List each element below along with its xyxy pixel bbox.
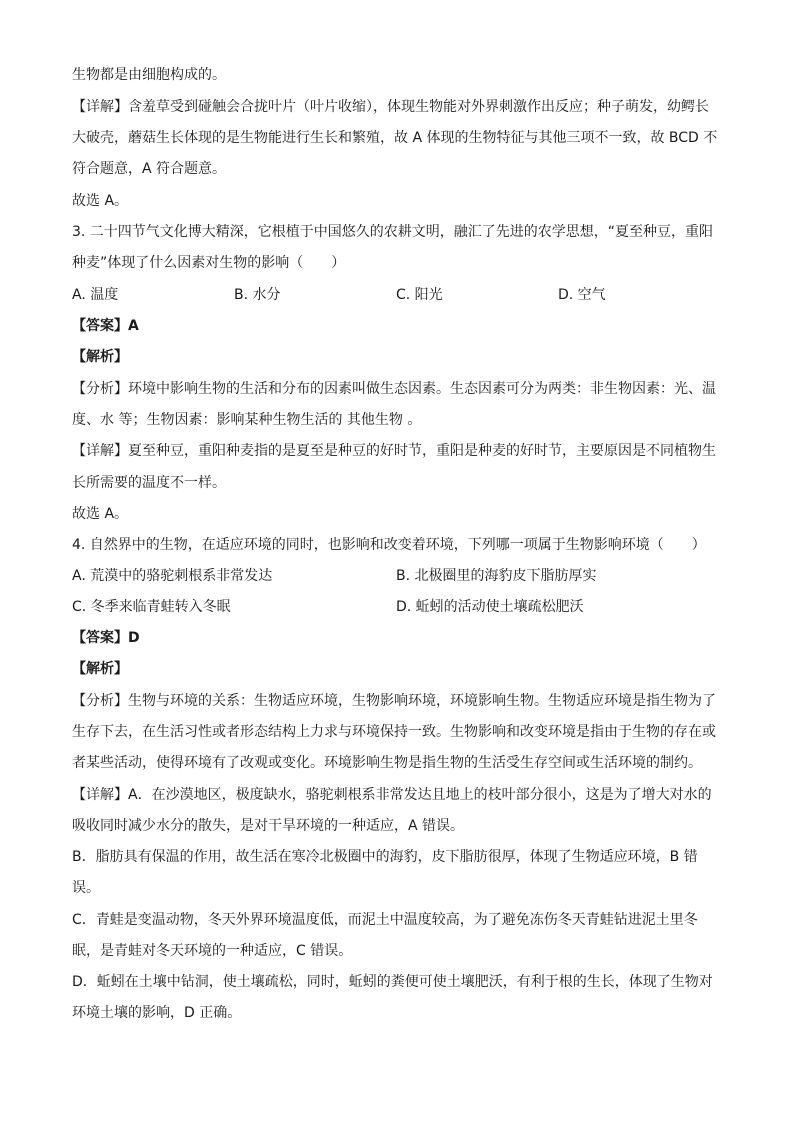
text-line: 环境土壤的影响，D 正确。: [72, 1005, 242, 1021]
text-line: 符合题意，A 符合题意。: [72, 161, 227, 177]
text-line: 生存下去，在生活习性或者形态结构上力求与环境保持一致。生物影响和改变环境是指由于生物的存在或: [72, 724, 716, 740]
text-line: 故选 A。: [72, 506, 129, 522]
text-line: 眠，是青蛙对冬天环境的一种适应，C 错误。: [72, 943, 353, 959]
text-line: 误。: [72, 880, 100, 896]
text-line: 【分析】生物与环境的关系：生物适应环境，生物影响环境，环境影响生物。生物适应环境是指生物为了: [72, 693, 716, 709]
q3-option-a: A. 温度: [72, 287, 119, 303]
text-line: 【详解】夏至种豆，重阳种麦指的是夏至是种豆的好时节，重阳是种麦的好时节，主要原因是不同植物生: [72, 443, 716, 459]
text-line: B．脂肪具有保温的作用，故生活在寒冷北极圈中的海豹，皮下脂肪很厚，体现了生物适应环境，B 错: [72, 849, 698, 865]
text-line: 【详解】A．在沙漠地区，极度缺水，骆驼刺根系非常发达且地上的枝叶部分很小，这是为了增大对水的: [72, 787, 712, 803]
q4-answer: 【答案】D: [72, 630, 140, 646]
q4-option-c: C. 冬季来临青蛙转入冬眠: [72, 599, 231, 615]
q3-analysis-label: 【解析】: [72, 349, 128, 365]
q3-option-c: C. 阳光: [396, 287, 443, 303]
text-line: 【分析】环境中影响生物的生活和分布的因素叫做生态因素。生态因素可分为两类：非生物因素：光、温: [72, 381, 716, 397]
text-line: 度、水 等；生物因素：影响某种生物生活的 其他生物 。: [72, 412, 422, 428]
question-4-stem: 4. 自然界中的生物，在适应环境的同时，也影响和改变着环境，下列哪一项属于生物影响环境（ ）: [72, 537, 706, 553]
text-line: 大破壳，蘑菇生长体现的是生物能进行生长和繁殖，故 A 体现的生物特征与其他三项不一致，故 BCD 不: [72, 130, 718, 146]
q4-option-d: D. 蚯蚓的活动使土壤疏松肥沃: [396, 599, 584, 615]
text-line: 故选 A。: [72, 193, 129, 209]
text-line: D．蚯蚓在土壤中钻洞，使土壤疏松，同时，蚯蚓的粪便可使土壤肥沃，有利于根的生长，体现了生物对: [72, 974, 713, 990]
text-line: 【详解】含羞草受到碰触会合拢叶片（叶片收缩），体现生物能对外界刺激作出反应；种子萌发，幼鳄长: [72, 99, 709, 115]
q3-option-d: D. 空气: [558, 287, 606, 303]
q3-option-b: B. 水分: [234, 287, 281, 303]
question-3-stem-cont: 种麦”体现了什么因素对生物的影响（ ）: [72, 255, 346, 271]
q4-option-b: B. 北极圈里的海豹皮下脂肪厚实: [396, 568, 597, 584]
question-3-stem: 3. 二十四节气文化博大精深，它根植于中国悠久的农耕文明，融汇了先进的农学思想，“夏至种豆，重阳: [72, 224, 714, 240]
text-line: 生物都是由细胞构成的。: [72, 67, 226, 83]
q4-option-a: A. 荒漠中的骆驼刺根系非常发达: [72, 568, 273, 584]
text-line: 长所需要的温度不一样。: [72, 475, 226, 491]
text-line: 者某些活动，使得环境有了改观或变化。环境影响生物是指生物的生活受生存空间或生活环境的制约。: [72, 755, 702, 771]
text-line: C．青蛙是变温动物，冬天外界环境温度低，而泥土中温度较高，为了避免冻伤冬天青蛙钻进泥土里冬: [72, 912, 698, 928]
q3-answer: 【答案】A: [72, 318, 139, 334]
text-line: 吸收同时减少水分的散失，是对干旱环境的一种适应，A 错误。: [72, 818, 465, 834]
q4-analysis-label: 【解析】: [72, 661, 128, 677]
